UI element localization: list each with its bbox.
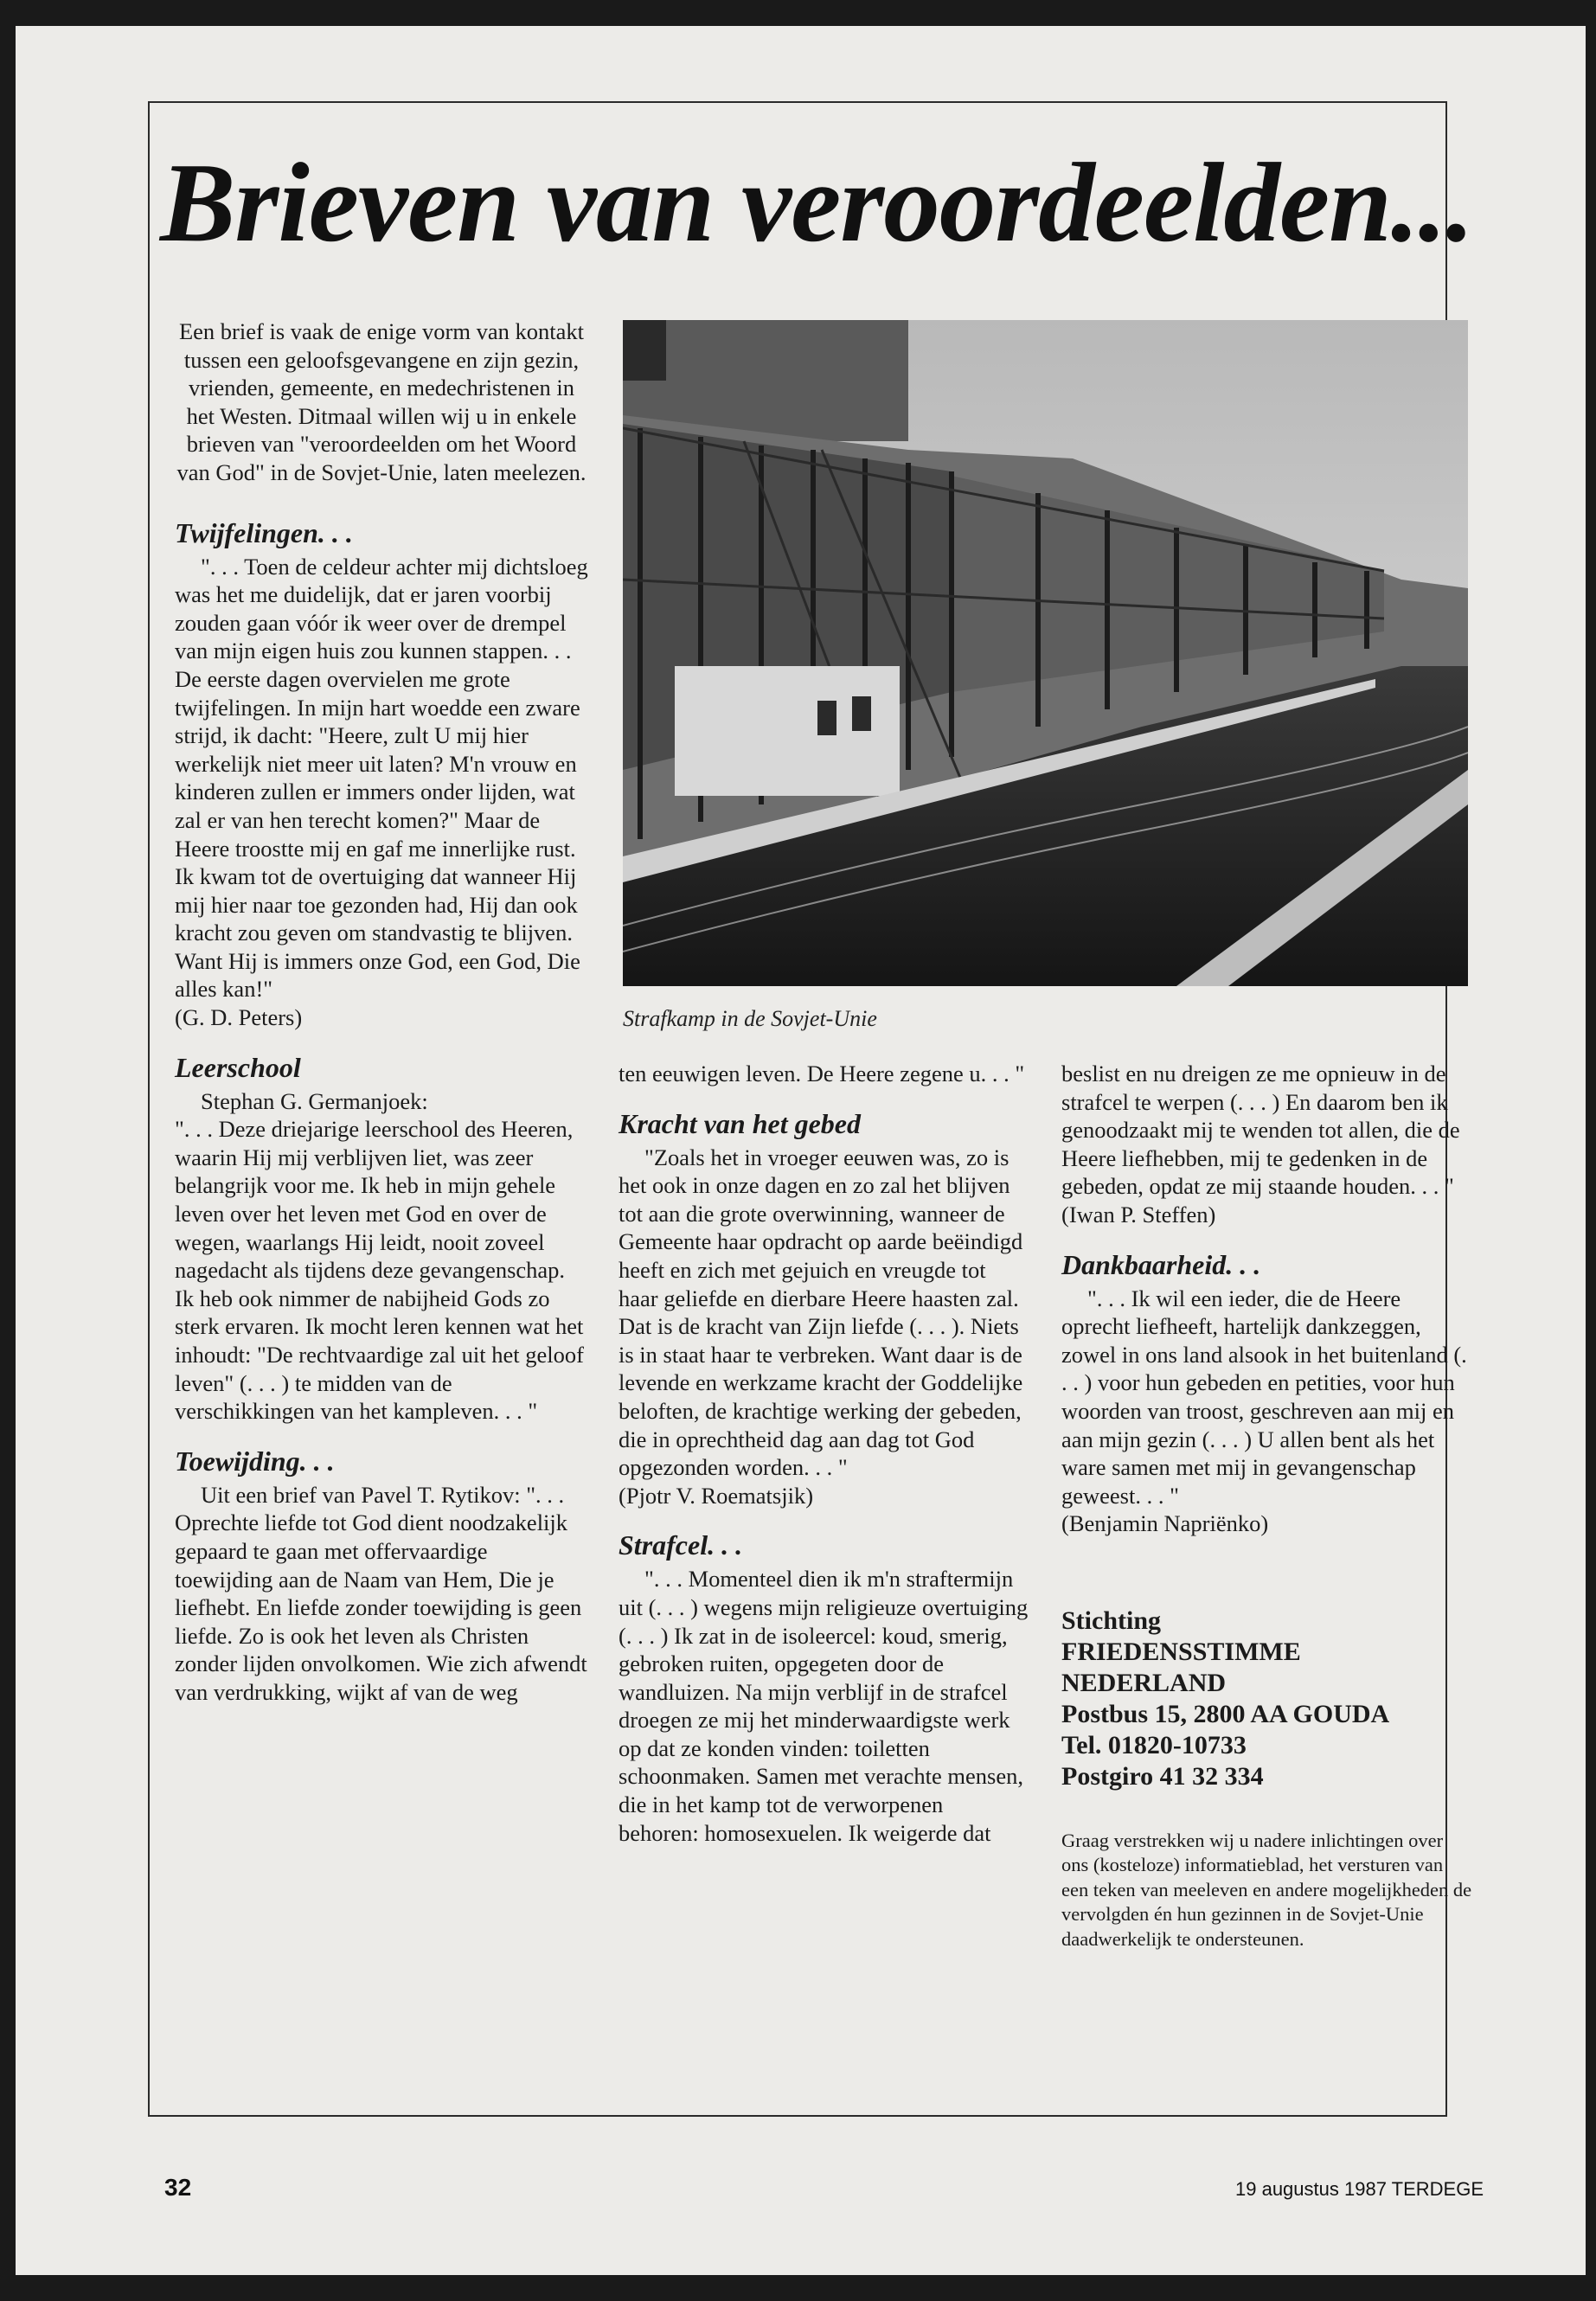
letter-strafcel-continued: beslist en nu dreigen ze me opnieuw in de strafcel te werpen (. . . ) En daarom ben ik genoodzaakt mij te wenden tot allen, die de Heere liefhebben, mij te gedenken in de gebeden, opdat ze mij staande houden. . . "	[1061, 1061, 1460, 1200]
heading-toewijding: Toewijding. . .	[175, 1445, 335, 1477]
contact-block	[1061, 1606, 1472, 1792]
photo-caption: Strafkamp in de Sovjet-Unie	[623, 1006, 877, 1031]
contact-line-3: NEDERLAND	[1061, 1668, 1227, 1697]
heading-strafcel: Strafcel. . .	[619, 1529, 743, 1561]
letter-strafcel: ". . . Momenteel dien ik m'n straftermijn uit (. . . ) wegens mijn religieuze overtuiging (. . . ) Ik zat in de isoleercel: koud, smerig, gebroken ruiten, opgegeten door de wandluizen. Na mijn verblijf in de strafcel droegen ze mij het minderwaardigste werk op dat ze konden vinden: toiletten schoonmaken. Samen met verachte mensen, die in het kamp tot de verworpenen behoren: homosexuelen. Ik weigerde dat	[619, 1566, 1029, 1846]
column-2	[619, 1060, 1029, 1847]
column-3	[1061, 1060, 1472, 1952]
contact-note: Graag verstrekken wij u nadere inlichtingen over ons (kosteloze) informatieblad, het versturen van een teken van meeleven en andere mogelijkheden de vervolgden én hun gezinnen in de Sovjet-Unie daadwerkelijk te ondersteunen.	[1061, 1829, 1472, 1950]
camp-photo-illustration	[623, 320, 1468, 986]
heading-kracht-van-het-gebed: Kracht van het gebed	[619, 1107, 861, 1139]
signature-naprienko: (Benjamin Napriënko)	[1061, 1510, 1269, 1537]
contact-line-1: Stichting	[1061, 1606, 1162, 1635]
footer-issue-date: 19 augustus 1987 TERDEGE	[1235, 2178, 1484, 2200]
page-number: 32	[164, 2174, 192, 2201]
heading-twijfelingen: Twijfelingen. . .	[175, 516, 353, 548]
contact-phone: Tel. 01820-10733	[1061, 1730, 1247, 1759]
letter-kracht-van-het-gebed: "Zoals het in vroeger eeuwen was, zo is het ook in onze dagen en zo zal het blijven tot aan die grote overwinning, wanneer de Gemeente haar opdracht op aarde beëindigd heeft en zich met gejuich en vreugde tot haar geliefde en dierbare Heere haasten zal. Dat is de kracht van Zijn liefde (. . . ). Niets is in staat haar te verbreken. Want daar is de levende en werkzame kracht der Goddelijke beloften, de krachtige werking der gebeden, die in oprechtheid dag aan dag tot God opgezonden worden. . . "	[619, 1144, 1023, 1481]
heading-dankbaarheid: Dankbaarheid. . .	[1061, 1248, 1261, 1280]
signature-roematsjik: (Pjotr V. Roematsjik)	[619, 1482, 814, 1509]
heading-leerschool: Leerschool	[175, 1051, 301, 1083]
photo-strafkamp	[623, 320, 1468, 986]
letter-dankbaarheid: ". . . Ik wil een ieder, die de Heere oprecht liefheeft, hartelijk dankzeggen, zowel in ons land alsook in het buitenland (. . . ) voor hun gebeden en petities, voor hun woorden van troost, geschreven aan mij en aan mijn gezin (. . . ) U allen bent als het ware samen met mij in gevangenschap geweest. . . "	[1061, 1285, 1467, 1509]
contact-line-2: FRIEDENSSTIMME	[1061, 1637, 1301, 1666]
leerschool-lead: Stephan G. Germanjoek:	[201, 1087, 428, 1114]
contact-postgiro: Postgiro 41 32 334	[1061, 1761, 1264, 1791]
column-1	[175, 317, 588, 1707]
letter-toewijding: Uit een brief van Pavel T. Rytikov: ". . . Oprechte liefde tot God dient noodzakelijk gepaard te gaan met offervaardige toewijding aan de Naam van Hem, Die je liefhebt. En liefde zonder toewijding is geen liefde. Zo is ook het leven als Christen zonder lijden onvolkomen. Wie zich afwendt van verdrukking, wijkt af van de weg	[175, 1481, 587, 1705]
letter-twijfelingen: ". . . Toen de celdeur achter mij dichtsloeg was het me duidelijk, dat er jaren voorbij zouden gaan vóór ik weer over de drempel van mijn eigen huis zou kunnen stappen. . . De eerste dagen overvielen me grote twijfelingen. In mijn hart woedde een zware strijd, ik dacht: "Heere, zult U mij hier werkelijk niet meer uit laten? M'n vrouw en kinderen zullen er immers onder lijden, wat zal er van hen terecht komen?" Maar de Heere troostte mij en gaf me innerlijke rust. Ik kwam tot de overtuiging dat wanneer Hij mij hier naar toe gezonden had, Hij dan ook kracht zou geven om standvastig te blijven. Want Hij is immers onze God, een God, Die alles kan!"	[175, 553, 588, 1003]
signature-peters: (G. D. Peters)	[175, 1004, 303, 1031]
article-title: Brieven van veroordeelden...	[160, 140, 1474, 266]
intro-paragraph: Een brief is vaak de enige vorm van kontakt tussen een geloofsgevangene en zijn gezin, vrienden, gemeente, en medechristenen in het Westen. Ditmaal willen wij u in enkele brieven van "veroordeelden om het Woord van God" in de Sovjet-Unie, laten meelezen.	[176, 318, 586, 485]
contact-address: Postbus 15, 2800 AA GOUDA	[1061, 1699, 1390, 1728]
letter-leerschool: ". . . Deze driejarige leerschool des Heeren, waarin Hij mij verblijven liet, was zeer belangrijk voor me. Ik heb in mijn gehele leven over het leven met God en over de wegen, waarlangs Hij leidt, nooit zoveel nagedacht als tijdens deze gevangenschap. Ik heb ook nimmer de nabijheid Gods zo sterk ervaren. Ik mocht leren kennen wat het inhoudt: "De rechtvaardige zal uit het geloof leven" (. . . ) te midden van de verschikkingen van het kampleven. . . "	[175, 1116, 584, 1425]
letter-toewijding-continued: ten eeuwigen leven. De Heere zegene u. . . "	[619, 1061, 1025, 1086]
signature-steffen: (Iwan P. Steffen)	[1061, 1201, 1216, 1227]
